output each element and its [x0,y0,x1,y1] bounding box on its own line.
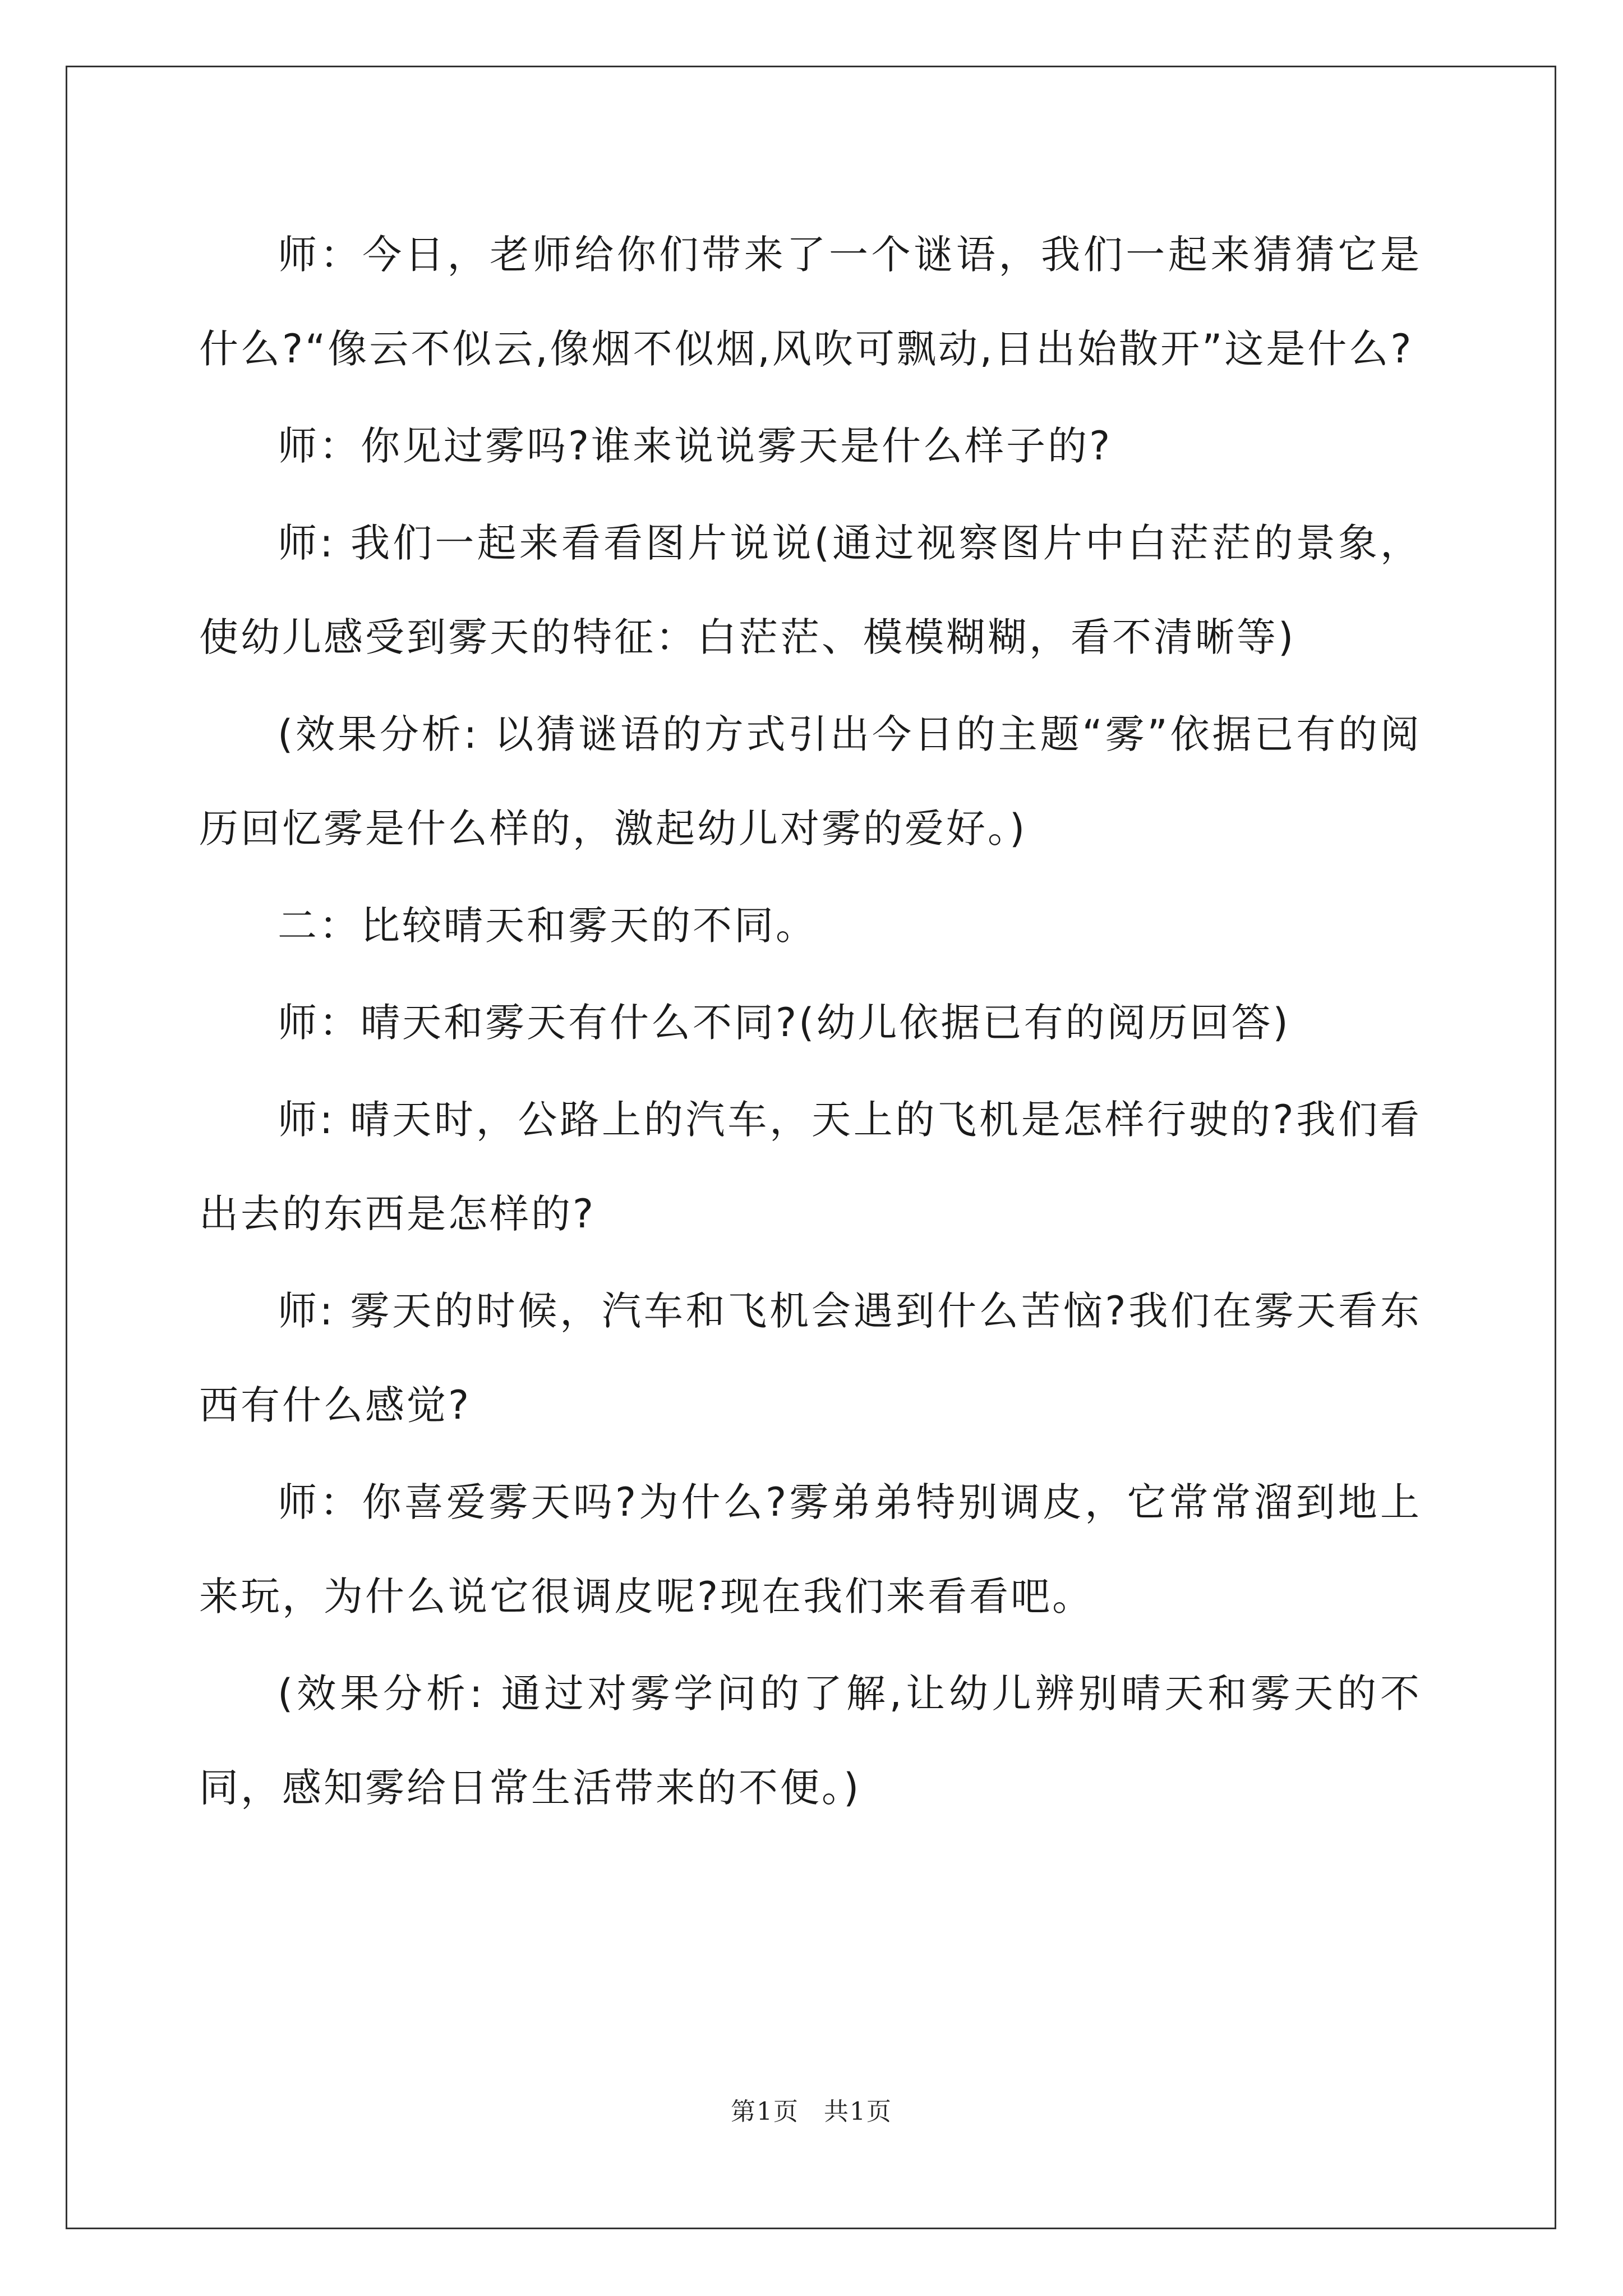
paragraph: 师: 我们一起来看看图片说说(通过视察图片中白茫茫的景象，使幼儿感受到雾天的特征：白茫茫、模模糊糊，看不清晰等) [199,520,1422,660]
page-total: 共1页 [824,2097,892,2126]
paragraph: 二：比较晴天和雾天的不同。 [278,903,817,949]
paragraph: 师: 晴天时，公路上的汽车，天上的飞机是怎样行驶的?我们看出去的东西是怎样的? [199,1097,1422,1237]
document-body [199,208,1422,1838]
page-number: 第1页 [731,2097,799,2126]
paragraph: 师：晴天和雾天有什么不同?(幼儿依据已有的阅历回答) [278,1000,1290,1046]
page-footer [0,2091,1623,2127]
paragraph: (效果分析: 以猜谜语的方式引出今日的主题“雾”依据已有的阅历回忆雾是什么样的，激起幼儿对雾的爱好。) [199,711,1422,852]
paragraph: 师：你见过雾吗?谁来说说雾天是什么样子的? [278,423,1113,469]
paragraph: 师: 雾天的时候，汽车和飞机会遇到什么苦恼?我们在雾天看东西有什么感觉? [199,1288,1422,1428]
paragraph: (效果分析: 通过对雾学问的了解,让幼儿辨别晴天和雾天的不同，感知雾给日常生活带来的不便。) [199,1671,1422,1811]
paragraph: 师：你喜爱雾天吗?为什么?雾弟弟特别调皮，它常常溜到地上来玩，为什么说它很调皮呢?现在我们来看看吧。 [199,1479,1422,1619]
paragraph: 师：今日，老师给你们带来了一个谜语，我们一起来猜猜它是什么?“像云不似云,像烟不似烟,风吹可飘动,日出始散开”这是什么? [199,232,1422,372]
